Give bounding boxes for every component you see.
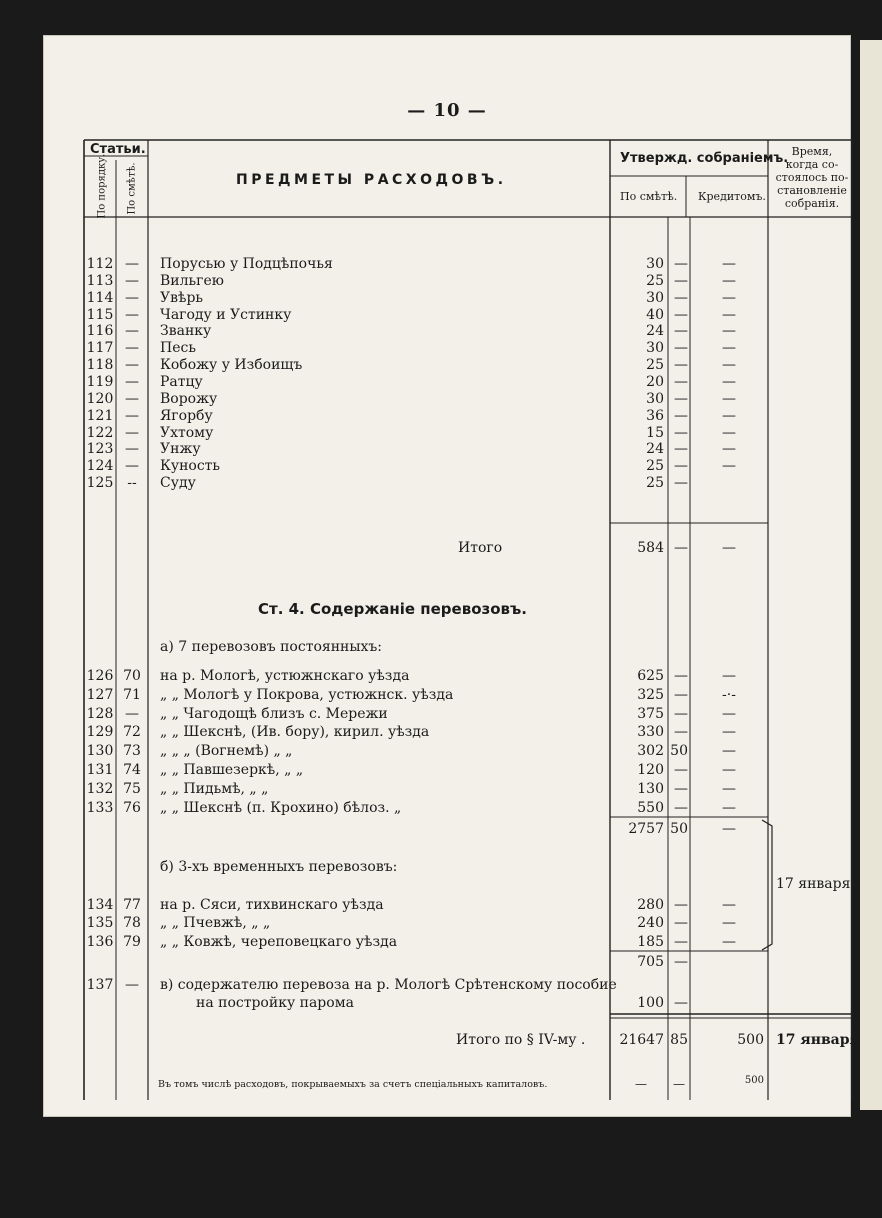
row-estimate-number: — — [125, 424, 139, 441]
row-amount-rub: 120 — [637, 762, 664, 778]
row-amount-rub: 325 — [637, 686, 664, 703]
row-estimate-number: -- — [127, 475, 137, 492]
header-time-4: становленіе — [777, 184, 847, 197]
row-estimate-number: — — [125, 306, 139, 323]
row-number: 123 — [86, 441, 114, 458]
footnote-text: Въ томъ числѣ расходовъ, покрываемыхъ за счетъ спеціальныхъ капиталовъ. — [158, 1079, 548, 1090]
row-credit: — — [722, 915, 736, 932]
row-subject: „ „ Шекснѣ, (Ив. бору), кирил. уѣзда — [160, 724, 430, 741]
row-credit: — — [722, 441, 736, 458]
row-number: 125 — [86, 475, 114, 492]
row-estimate-number: — — [125, 323, 139, 340]
grand-total-credit: 500 — [737, 1032, 764, 1048]
row-estimate-number: 78 — [123, 915, 141, 932]
row-number: 120 — [86, 390, 114, 407]
row-estimate-number: — — [125, 441, 139, 458]
section-title: Ст. 4. Содержаніе перевозовъ. — [258, 600, 527, 618]
header-by-estimate: По смѣтѣ. — [126, 162, 138, 215]
subsection-b-title: б) 3-хъ временныхъ перевозовъ: — [160, 859, 398, 875]
row-amount-kop: — — [674, 306, 688, 323]
row-credit: — — [722, 799, 736, 816]
row-amount-rub: 330 — [637, 724, 664, 741]
subtotal-b-kop: 50 — [670, 821, 688, 837]
row-estimate-number: — — [125, 705, 139, 722]
row-subject: Унжу — [160, 441, 201, 458]
row-amount-rub: 15 — [646, 424, 664, 441]
row-credit: — — [722, 780, 736, 797]
row-subject: Чагоду и Устинку — [160, 306, 292, 323]
row-estimate-number: — — [125, 390, 139, 407]
row-estimate-number: 72 — [123, 724, 141, 741]
row-amount-kop: — — [674, 390, 688, 407]
row-credit: — — [722, 724, 736, 741]
row-number: 133 — [86, 799, 114, 816]
row-number: 113 — [86, 272, 114, 289]
row-number: 124 — [86, 458, 114, 475]
row-estimate-number: 73 — [123, 743, 141, 760]
subsection-a-title: а) 7 перевозовъ постоянныхъ: — [160, 639, 383, 655]
row-subject: „ „ „ (Вогнемѣ) „ „ — [160, 743, 293, 760]
row-credit: -·- — [722, 686, 736, 703]
row-amount-kop: — — [674, 289, 688, 306]
row-number: 112 — [86, 256, 114, 272]
row-subject: Кобожу у Избоищъ — [160, 357, 303, 374]
row-subject: „ „ Мологѣ у Покрова, устюжнск. уѣзда — [160, 686, 454, 703]
header-by-credit: Кредитомъ. — [698, 190, 766, 203]
row-amount-kop: — — [674, 799, 688, 816]
row-subject: Ухтому — [160, 424, 214, 441]
row-amount-kop: — — [674, 780, 688, 797]
header-approved: Утвержд. собраніемъ. — [620, 151, 789, 166]
row-number: 129 — [86, 724, 114, 741]
row-estimate-number: 71 — [123, 686, 141, 703]
row-subject: „ „ Шекснѣ (п. Крохино) бѣлоз. „ — [160, 799, 402, 816]
next-page-edge — [860, 40, 882, 1110]
row-number: 115 — [86, 306, 114, 323]
row-amount-rub: 550 — [637, 799, 664, 816]
row-137-rub: 100 — [637, 995, 664, 1011]
row-estimate-number: — — [125, 357, 139, 374]
row-number: 116 — [86, 323, 114, 340]
grand-total-kop: 85 — [670, 1032, 688, 1048]
row-amount-kop: — — [674, 933, 688, 950]
row-amount-rub: 25 — [646, 357, 664, 374]
row-number: 136 — [86, 933, 114, 950]
row-amount-kop: — — [674, 475, 688, 492]
row-amount-rub: 25 — [646, 475, 664, 492]
row-subject: Увѣрь — [160, 289, 204, 306]
row-amount-kop: — — [674, 686, 688, 703]
row-amount-rub: 30 — [646, 340, 664, 357]
row-amount-rub: 625 — [637, 668, 664, 684]
footnote-rub: — — [635, 1077, 647, 1091]
row-subject: Суду — [160, 475, 196, 492]
row-credit: — — [722, 289, 736, 306]
row-amount-rub: 185 — [637, 933, 664, 950]
row-subject: Песь — [160, 340, 196, 357]
total-a-rub: 584 — [637, 540, 664, 556]
row-estimate-number: — — [125, 373, 139, 390]
row-estimate-number: 70 — [123, 668, 141, 684]
grand-total-date: 17 января — [776, 1032, 860, 1048]
row-estimate-number: — — [125, 407, 139, 424]
date-bracket: 17 января — [776, 876, 851, 892]
row-amount-kop: — — [674, 407, 688, 424]
row-subject: „ „ Пидьмѣ, „ „ — [160, 780, 269, 797]
row-credit: — — [722, 373, 736, 390]
row-number: 134 — [86, 897, 114, 913]
row-amount-kop: — — [674, 323, 688, 340]
row-credit: — — [722, 272, 736, 289]
row-estimate-number: — — [125, 340, 139, 357]
row-number: 132 — [86, 780, 114, 797]
row-number: 118 — [86, 357, 114, 374]
row-amount-kop: — — [674, 357, 688, 374]
row-subject: Куность — [160, 458, 221, 475]
row-137-number: 137 — [86, 977, 114, 993]
row-credit: — — [722, 933, 736, 950]
row-amount-kop: — — [674, 724, 688, 741]
subtotal-b-rub: 2757 — [628, 821, 664, 837]
row-credit: — — [722, 668, 736, 684]
row-subject: Ратцу — [160, 373, 203, 390]
row-estimate-number: 75 — [123, 780, 141, 797]
row-amount-rub: 24 — [646, 441, 664, 458]
header-subjects: ПРЕДМЕТЫ РАСХОДОВЪ. — [236, 172, 507, 188]
row-amount-rub: 25 — [646, 458, 664, 475]
row-amount-rub: 302 — [637, 743, 664, 760]
row-137-line2: на постройку парома — [196, 995, 354, 1011]
subtotal-c-rub: 705 — [637, 954, 664, 970]
row-number: 128 — [86, 705, 114, 722]
row-credit: — — [722, 340, 736, 357]
row-credit: — — [722, 705, 736, 722]
row-credit: — — [722, 390, 736, 407]
row-amount-rub: 30 — [646, 256, 664, 272]
footnote-kop: — — [673, 1077, 685, 1091]
row-credit: — — [722, 357, 736, 374]
row-amount-kop: — — [674, 915, 688, 932]
row-credit: — — [722, 424, 736, 441]
row-credit: — — [722, 407, 736, 424]
row-number: 114 — [86, 289, 114, 306]
row-subject: Ягорбу — [160, 407, 213, 424]
subtotal-c-kop: — — [674, 954, 688, 970]
row-amount-kop: — — [674, 340, 688, 357]
row-amount-kop: — — [674, 373, 688, 390]
total-a-credit: — — [722, 540, 736, 556]
row-amount-rub: 20 — [646, 373, 664, 390]
row-137-line1: в) содержателю перевоза на р. Мологѣ Срѣтенскому пособие — [160, 977, 617, 993]
header-time-1: Время, — [791, 145, 833, 158]
row-subject: „ „ Пчевжѣ, „ „ — [160, 915, 271, 932]
row-amount-rub: 30 — [646, 390, 664, 407]
row-amount-kop: — — [674, 458, 688, 475]
row-subject: Порусью у Подцѣпочья — [160, 256, 333, 272]
row-amount-kop: — — [674, 441, 688, 458]
row-subject: на р. Мологѣ, устюжнскаго уѣзда — [160, 668, 410, 684]
header-by-smeta: По смѣтѣ. — [620, 190, 678, 203]
row-amount-rub: 130 — [637, 780, 664, 797]
grand-total-label: Итого по § IV-му . — [456, 1032, 586, 1048]
total-a-label: Итого — [458, 540, 503, 556]
row-estimate-number: — — [125, 256, 139, 272]
row-credit: — — [722, 743, 736, 760]
row-subject: Ворожу — [160, 390, 218, 407]
row-137-kop: — — [674, 995, 688, 1011]
row-credit: — — [722, 323, 736, 340]
row-number: 127 — [86, 686, 114, 703]
row-credit: — — [722, 458, 736, 475]
row-estimate-number: 79 — [123, 933, 141, 950]
row-amount-kop: — — [674, 705, 688, 722]
row-subject: Вильгею — [160, 272, 224, 289]
row-amount-kop: — — [674, 424, 688, 441]
row-amount-kop: 50 — [670, 743, 688, 760]
footnote-credit: 500 — [744, 1075, 764, 1086]
row-number: 122 — [86, 424, 114, 441]
row-estimate-number: — — [125, 289, 139, 306]
row-subject: „ „ Ковжѣ, череповецкаго уѣзда — [160, 933, 398, 950]
row-subject: „ „ Чагодощѣ близъ с. Мережи — [160, 705, 388, 722]
row-amount-rub: 40 — [646, 306, 664, 323]
row-credit: — — [722, 256, 736, 272]
row-number: 131 — [86, 762, 114, 778]
row-number: 135 — [86, 915, 114, 932]
subtotal-b-credit: — — [722, 821, 736, 837]
row-estimate-number: — — [125, 272, 139, 289]
row-subject: „ „ Павшезеркѣ, „ „ — [160, 762, 304, 778]
total-a-kop: — — [674, 540, 688, 556]
row-number: 121 — [86, 407, 114, 424]
row-estimate-number: — — [125, 458, 139, 475]
row-estimate-number: 74 — [123, 762, 141, 778]
header-time-5: собранія. — [784, 197, 840, 210]
row-amount-rub: 30 — [646, 289, 664, 306]
row-estimate-number: 76 — [123, 799, 141, 816]
header-time-2: когда со- — [785, 158, 839, 171]
row-amount-rub: 240 — [637, 915, 664, 932]
row-credit: — — [722, 306, 736, 323]
row-amount-rub: 280 — [637, 897, 664, 913]
grand-total-rub: 21647 — [619, 1032, 664, 1048]
row-number: 126 — [86, 668, 114, 684]
row-number: 130 — [86, 743, 114, 760]
row-amount-kop: — — [674, 272, 688, 289]
header-articles: Статьи. — [90, 142, 146, 157]
row-amount-rub: 24 — [646, 323, 664, 340]
row-amount-rub: 375 — [637, 705, 664, 722]
row-amount-rub: 36 — [646, 407, 664, 424]
row-number: 117 — [86, 340, 114, 357]
header-time-3: стоялось по- — [775, 171, 849, 184]
header-by-order: По порядку. — [96, 153, 108, 219]
row-amount-kop: — — [674, 256, 688, 272]
page-number: — 10 — — [407, 100, 487, 121]
row-amount-kop: — — [674, 668, 688, 684]
row-subject: на р. Сяси, тихвинскаго уѣзда — [160, 897, 384, 913]
row-amount-kop: — — [674, 897, 688, 913]
row-number: 119 — [86, 373, 114, 390]
row-credit: — — [722, 897, 736, 913]
row-credit: — — [722, 762, 736, 778]
row-amount-kop: — — [674, 762, 688, 778]
row-estimate-number: 77 — [123, 897, 141, 913]
row-amount-rub: 25 — [646, 272, 664, 289]
row-137-estimate: — — [125, 977, 139, 993]
row-subject: Званку — [160, 323, 212, 340]
